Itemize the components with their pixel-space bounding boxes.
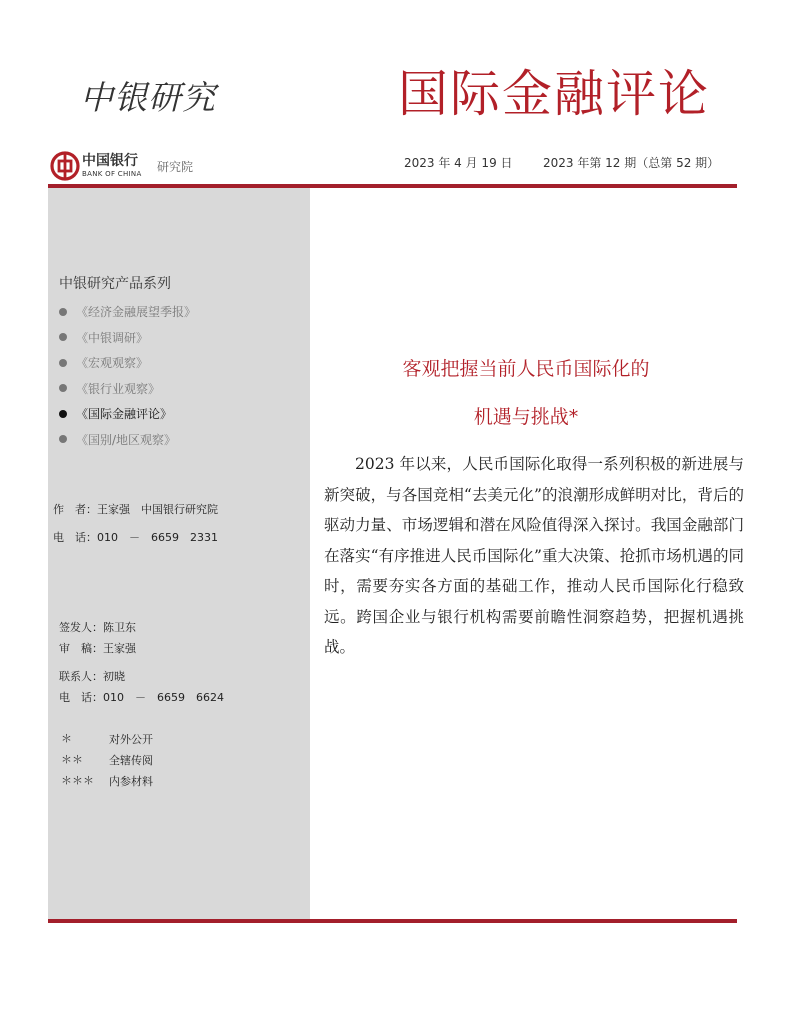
bullet-icon [59,308,67,316]
masthead-title: 国际金融评论 [398,65,710,123]
author-line: 作 者：王家强 中国银行研究院 [53,503,218,516]
bullet-icon [59,333,67,341]
article-title-line-2: 机遇与挑战* [473,406,579,428]
classification-stars: ＊＊ [61,753,83,766]
bullet-icon [59,359,67,367]
bottom-divider [48,919,737,923]
article-title-line-1: 客观把握当前人民币国际化的 [402,358,650,380]
author-phone: 电 话：010 － 6659 2331 [53,531,218,544]
series-item: 《宏观观察》 [59,351,196,377]
bullet-icon [59,410,67,418]
series-list [59,300,196,454]
contact-phone: 电 话：010 － 6659 6624 [59,691,224,704]
bullet-icon [59,384,67,392]
bullet-icon [59,435,67,443]
reviewer-line: 审 稿：王家强 [59,642,136,655]
classification-label: 全辖传阅 [109,754,153,767]
series-item: 《银行业观察》 [59,377,196,403]
series-item: 《中银调研》 [59,326,196,352]
issue-number: 2023 年第 12 期（总第 52 期） [543,156,720,170]
series-item: 《国别/地区观察》 [59,428,196,454]
classification-label: 内参材料 [109,775,153,788]
signer-line: 签发人：陈卫东 [59,621,136,634]
classification-stars: ＊＊＊ [61,774,94,787]
publication-date: 2023 年 4 月 19 日 [404,156,513,170]
series-item-current: 《国际金融评论》 [59,402,196,428]
article-abstract: 2023 年以来，人民币国际化取得一系列积极的新进展与新突破，与各国竞相“去美元化”的浪潮形成鲜明对比，背后的驱动力量、市场逻辑和潜在风险值得深入探讨。我国金融部门在落实“有序推进人民币国际化”重大决策、抢抓市场机遇的同时，需要夯实各方面的基础工作，推动人民币国际化行稳致远。跨国企业与银行机构需要前瞻性洞察趋势，把握机遇挑战。 [324,455,744,656]
classification-stars: ＊ [61,732,72,745]
institute-label: 研究院 [157,160,194,174]
brand-calligraphy: 中银研究 [80,78,216,117]
bank-name-cn: 中国银行 [82,153,138,169]
sidebar-panel [48,188,310,920]
classification-label: 对外公开 [109,733,153,746]
contact-line: 联系人：初晓 [59,670,125,683]
series-heading: 中银研究产品系列 [59,276,171,292]
bank-name-en: BANK OF CHINA [82,170,142,178]
bank-of-china-logo-icon [50,151,80,181]
series-item: 《经济金融展望季报》 [59,300,196,326]
